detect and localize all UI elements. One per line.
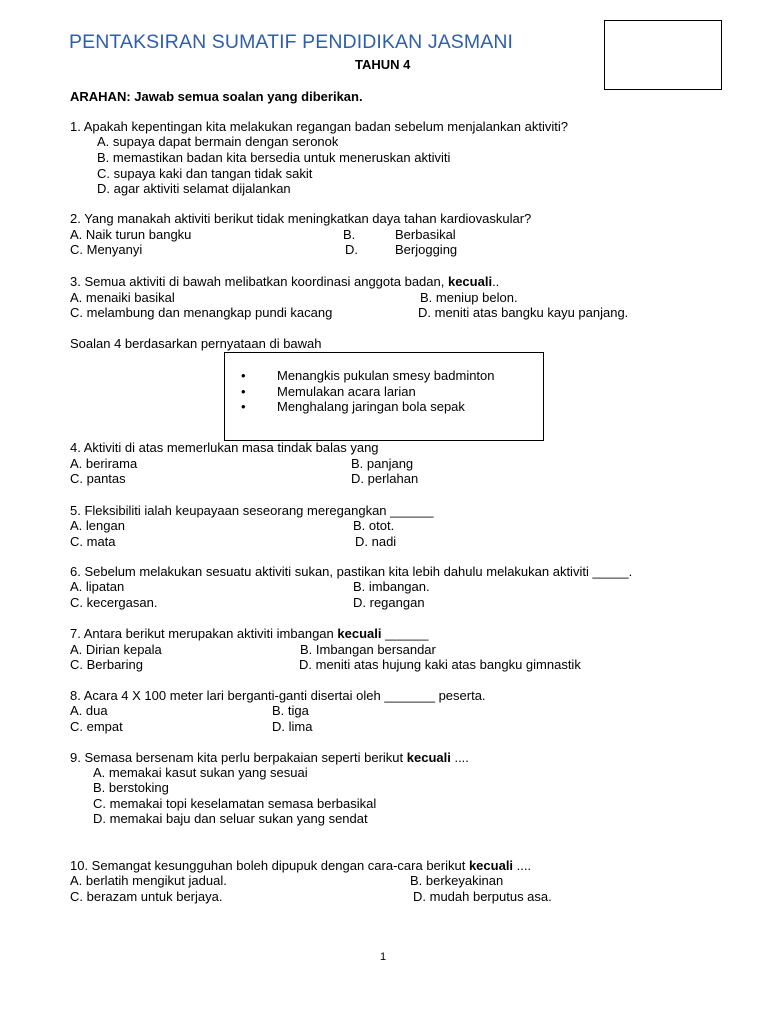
q4-option-c[interactable]: C. pantas [70, 471, 126, 486]
q4-intro: Soalan 4 berdasarkan pernyataan di bawah [70, 336, 322, 351]
q5-option-d[interactable]: D. nadi [355, 534, 397, 549]
q4-text: 4. Aktiviti di atas memerlukan masa tindak balas yang [70, 440, 379, 455]
q2-option-b[interactable]: Berbasikal [395, 227, 456, 242]
q4-option-d[interactable]: D. perlahan [351, 471, 419, 486]
q10-option-a[interactable]: A. berlatih mengikut jadual. [70, 873, 227, 888]
q5-text: 5. Fleksibiliti ialah keupayaan seseorang meregangkan ______ [70, 503, 434, 518]
q6-option-d[interactable]: D. regangan [353, 595, 425, 610]
q7-option-a[interactable]: A. Dirian kepala [70, 642, 162, 657]
q2-option-b-letter[interactable]: B. [343, 227, 356, 242]
q10-option-c[interactable]: C. berazam untuk berjaya. [70, 889, 223, 904]
q3-option-d[interactable]: D. meniti atas bangku kayu panjang. [418, 305, 629, 320]
page-number: 1 [380, 951, 387, 963]
q8-option-a[interactable]: A. dua [70, 703, 108, 718]
q2-option-c[interactable]: C. Menyanyi [70, 242, 143, 257]
q2-option-d[interactable]: Berjogging [395, 242, 458, 257]
bullet-icon: • [241, 384, 246, 399]
q10-text: 10. Semangat kesungguhan boleh dipupuk dengan cara-cara berikut kecuali .... [70, 858, 532, 873]
q3-option-c[interactable]: C. melambung dan menangkap pundi kacang [70, 305, 333, 320]
q7-text: 7. Antara berikut merupakan aktiviti imbangan kecuali ______ [70, 626, 429, 641]
q5-option-a[interactable]: A. lengan [70, 518, 125, 533]
q9-option-d[interactable]: D. memakai baju dan seluar sukan yang sendat [93, 811, 368, 826]
q10-option-b[interactable]: B. berkeyakinan [410, 873, 504, 888]
q3-option-b[interactable]: B. meniup belon. [420, 290, 518, 305]
bullet-icon: • [241, 368, 246, 383]
q7-option-c[interactable]: C. Berbaring [70, 657, 143, 672]
q8-option-c[interactable]: C. empat [70, 719, 123, 734]
q3-text: 3. Semua aktiviti di bawah melibatkan koordinasi anggota badan, kecuali.. [70, 274, 500, 289]
statement-item: Memulakan acara larian [277, 384, 416, 399]
statement-item: Menghalang jaringan bola sepak [277, 399, 465, 414]
q9-text: 9. Semasa bersenam kita perlu berpakaian seperti berikut kecuali .... [70, 750, 469, 765]
q5-option-c[interactable]: C. mata [70, 534, 116, 549]
q2-option-a[interactable]: A. Naik turun bangku [70, 227, 192, 242]
q1-option-b[interactable]: B. memastikan badan kita bersedia untuk meneruskan aktiviti [97, 150, 451, 165]
q7-option-d[interactable]: D. meniti atas hujung kaki atas bangku gimnastik [299, 657, 581, 672]
subtitle-year: TAHUN 4 [355, 57, 411, 72]
q1-text: 1. Apakah kepentingan kita melakukan regangan badan sebelum menjalankan aktiviti? [70, 119, 568, 134]
q1-option-c[interactable]: C. supaya kaki dan tangan tidak sakit [97, 166, 313, 181]
instruction: ARAHAN: Jawab semua soalan yang diberikan. [70, 89, 363, 104]
q6-option-a[interactable]: A. lipatan [70, 579, 125, 594]
q10-option-d[interactable]: D. mudah berputus asa. [413, 889, 552, 904]
q1-option-a[interactable]: A. supaya dapat bermain dengan seronok [97, 134, 339, 149]
q9-option-a[interactable]: A. memakai kasut sukan yang sesuai [93, 765, 308, 780]
page-title: PENTAKSIRAN SUMATIF PENDIDIKAN JASMANI [69, 31, 514, 53]
q2-text: 2. Yang manakah aktiviti berikut tidak meningkatkan daya tahan kardiovaskular? [70, 211, 532, 226]
q5-option-b[interactable]: B. otot. [353, 518, 395, 533]
q9-option-b[interactable]: B. berstoking [93, 780, 169, 795]
q4-option-a[interactable]: A. berirama [70, 456, 138, 471]
q8-option-b[interactable]: B. tiga [272, 703, 309, 718]
bullet-icon: • [241, 399, 246, 414]
q6-text: 6. Sebelum melakukan sesuatu aktiviti sukan, pastikan kita lebih dahulu melakukan aktiviti _____. [70, 564, 633, 579]
statement-item: Menangkis pukulan smesy badminton [277, 368, 495, 383]
q7-option-b[interactable]: B. Imbangan bersandar [300, 642, 436, 657]
q9-option-c[interactable]: C. memakai topi keselamatan semasa berbasikal [93, 796, 377, 811]
q6-option-c[interactable]: C. kecergasan. [70, 595, 158, 610]
q1-option-d[interactable]: D. agar aktiviti selamat dijalankan [97, 181, 291, 196]
q6-option-b[interactable]: B. imbangan. [353, 579, 430, 594]
name-box [604, 20, 722, 90]
q8-text: 8. Acara 4 X 100 meter lari berganti-ganti disertai oleh _______ peserta. [70, 688, 486, 703]
q3-option-a[interactable]: A. menaiki basikal [70, 290, 175, 305]
q8-option-d[interactable]: D. lima [272, 719, 313, 734]
q2-option-d-letter[interactable]: D. [345, 242, 358, 257]
q4-option-b[interactable]: B. panjang [351, 456, 414, 471]
